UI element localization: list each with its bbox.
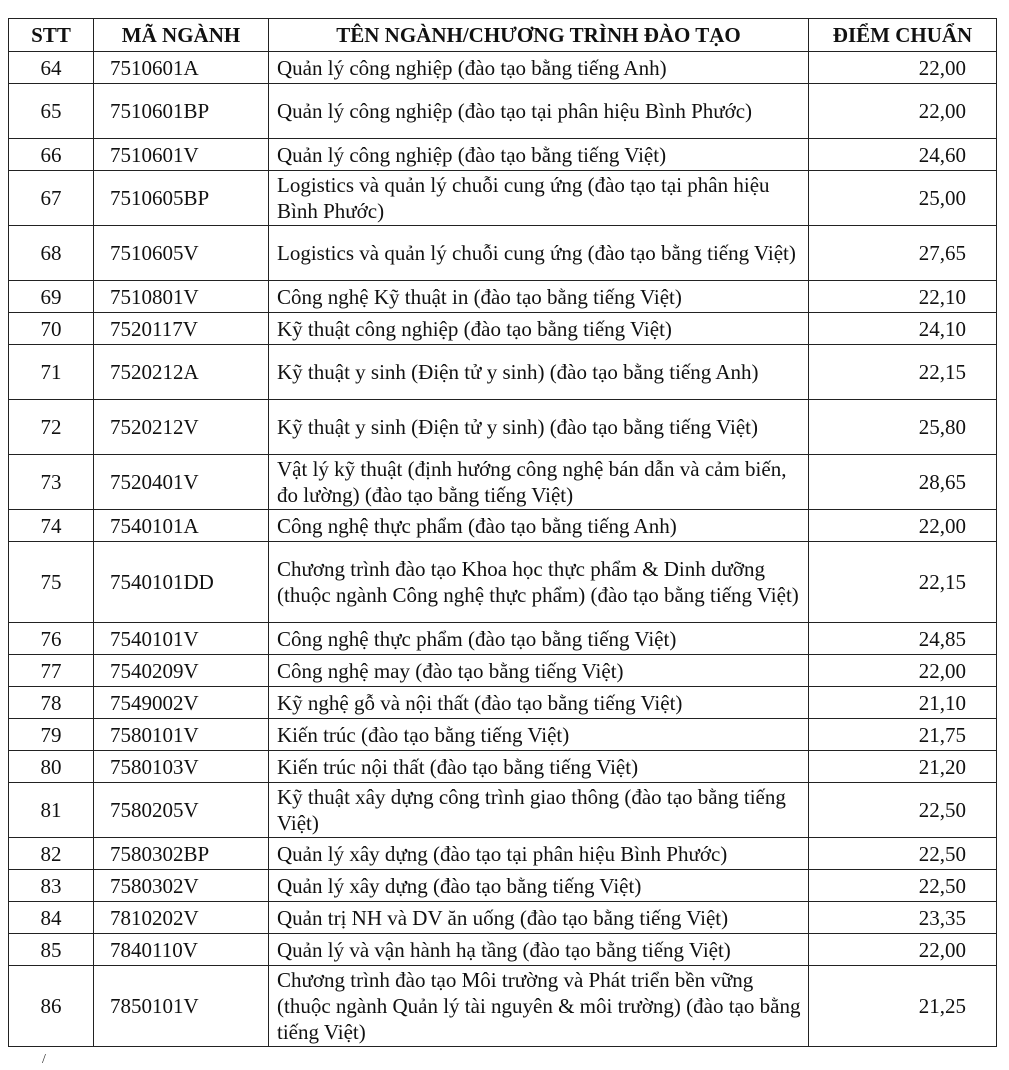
row-code: 7540209V <box>94 655 269 687</box>
row-code: 7840110V <box>94 934 269 966</box>
row-stt: 67 <box>9 171 94 226</box>
table-row <box>9 510 997 542</box>
row-code: 7510605V <box>94 226 269 281</box>
table-row <box>9 719 997 751</box>
row-stt: 79 <box>9 719 94 751</box>
row-score: 21,10 <box>809 687 997 719</box>
table-row <box>9 139 997 171</box>
header-stt: STT <box>9 19 94 52</box>
header-name: TÊN NGÀNH/CHƯƠNG TRÌNH ĐÀO TẠO <box>269 19 809 52</box>
table-row <box>9 870 997 902</box>
table-row <box>9 783 997 838</box>
row-stt: 78 <box>9 687 94 719</box>
row-stt: 77 <box>9 655 94 687</box>
table-row <box>9 281 997 313</box>
row-score: 22,15 <box>809 542 997 623</box>
row-score: 22,50 <box>809 870 997 902</box>
row-name: Kiến trúc (đào tạo bằng tiếng Việt) <box>269 719 809 751</box>
row-name: Kỹ thuật xây dựng công trình giao thông (đào tạo bằng tiếng Việt) <box>269 783 809 838</box>
row-stt: 83 <box>9 870 94 902</box>
row-code: 7580302BP <box>94 838 269 870</box>
row-code: 7510801V <box>94 281 269 313</box>
row-score: 22,00 <box>809 52 997 84</box>
row-score: 25,80 <box>809 400 997 455</box>
row-stt: 72 <box>9 400 94 455</box>
row-code: 7540101A <box>94 510 269 542</box>
row-score: 22,50 <box>809 783 997 838</box>
row-score: 22,50 <box>809 838 997 870</box>
row-name: Logistics và quản lý chuỗi cung ứng (đào tạo tại phân hiệu Bình Phước) <box>269 171 809 226</box>
row-code: 7580103V <box>94 751 269 783</box>
row-code: 7520117V <box>94 313 269 345</box>
row-name: Công nghệ Kỹ thuật in (đào tạo bằng tiếng Việt) <box>269 281 809 313</box>
row-score: 22,00 <box>809 510 997 542</box>
row-name: Chương trình đào tạo Môi trường và Phát triển bền vững (thuộc ngành Quản lý tài nguyên & môi trường) (đào tạo bằng tiếng Việt) <box>269 966 809 1047</box>
table-header-row <box>9 19 997 52</box>
table-row <box>9 52 997 84</box>
row-code: 7520401V <box>94 455 269 510</box>
row-score: 22,15 <box>809 345 997 400</box>
row-score: 22,00 <box>809 84 997 139</box>
row-stt: 81 <box>9 783 94 838</box>
row-code: 7510605BP <box>94 171 269 226</box>
admission-score-table <box>8 18 997 1047</box>
row-stt: 80 <box>9 751 94 783</box>
row-stt: 74 <box>9 510 94 542</box>
row-score: 25,00 <box>809 171 997 226</box>
row-score: 21,75 <box>809 719 997 751</box>
row-name: Quản lý xây dựng (đào tạo tại phân hiệu Bình Phước) <box>269 838 809 870</box>
row-stt: 86 <box>9 966 94 1047</box>
row-code: 7520212V <box>94 400 269 455</box>
row-score: 28,65 <box>809 455 997 510</box>
row-name: Kỹ nghệ gỗ và nội thất (đào tạo bằng tiếng Việt) <box>269 687 809 719</box>
row-score: 24,10 <box>809 313 997 345</box>
table-row <box>9 455 997 510</box>
row-name: Quản lý xây dựng (đào tạo bằng tiếng Việt) <box>269 870 809 902</box>
table-row <box>9 966 997 1047</box>
row-stt: 82 <box>9 838 94 870</box>
row-score: 27,65 <box>809 226 997 281</box>
row-code: 7540101DD <box>94 542 269 623</box>
row-code: 7580205V <box>94 783 269 838</box>
row-code: 7540101V <box>94 623 269 655</box>
table-row <box>9 171 997 226</box>
header-code: MÃ NGÀNH <box>94 19 269 52</box>
row-name: Công nghệ thực phẩm (đào tạo bằng tiếng Việt) <box>269 623 809 655</box>
row-name: Kỹ thuật công nghiệp (đào tạo bằng tiếng Việt) <box>269 313 809 345</box>
table-row <box>9 345 997 400</box>
row-stt: 85 <box>9 934 94 966</box>
row-stt: 73 <box>9 455 94 510</box>
row-score: 24,85 <box>809 623 997 655</box>
row-score: 21,25 <box>809 966 997 1047</box>
row-name: Kỹ thuật y sinh (Điện tử y sinh) (đào tạo bằng tiếng Việt) <box>269 400 809 455</box>
row-name: Quản trị NH và DV ăn uống (đào tạo bằng tiếng Việt) <box>269 902 809 934</box>
row-name: Quản lý và vận hành hạ tầng (đào tạo bằng tiếng Việt) <box>269 934 809 966</box>
table-row <box>9 542 997 623</box>
row-name: Vật lý kỹ thuật (định hướng công nghệ bán dẫn và cảm biến, đo lường) (đào tạo bằng tiếng Việt) <box>269 455 809 510</box>
row-stt: 66 <box>9 139 94 171</box>
row-stt: 71 <box>9 345 94 400</box>
row-name: Logistics và quản lý chuỗi cung ứng (đào tạo bằng tiếng Việt) <box>269 226 809 281</box>
row-name: Quản lý công nghiệp (đào tạo bằng tiếng Anh) <box>269 52 809 84</box>
row-code: 7580302V <box>94 870 269 902</box>
footer-mark: / <box>42 1052 46 1067</box>
row-code: 7850101V <box>94 966 269 1047</box>
row-score: 22,00 <box>809 934 997 966</box>
table-row <box>9 751 997 783</box>
table-row <box>9 84 997 139</box>
row-score: 23,35 <box>809 902 997 934</box>
row-code: 7549002V <box>94 687 269 719</box>
table-row <box>9 313 997 345</box>
row-code: 7510601V <box>94 139 269 171</box>
row-name: Quản lý công nghiệp (đào tạo bằng tiếng Việt) <box>269 139 809 171</box>
row-code: 7810202V <box>94 902 269 934</box>
row-stt: 69 <box>9 281 94 313</box>
row-code: 7510601A <box>94 52 269 84</box>
row-score: 22,00 <box>809 655 997 687</box>
table-row <box>9 902 997 934</box>
row-name: Chương trình đào tạo Khoa học thực phẩm & Dinh dưỡng (thuộc ngành Công nghệ thực phẩm) (đào tạo bằng tiếng Việt) <box>269 542 809 623</box>
table-row <box>9 623 997 655</box>
row-score: 22,10 <box>809 281 997 313</box>
row-score: 21,20 <box>809 751 997 783</box>
row-stt: 84 <box>9 902 94 934</box>
row-name: Kỹ thuật y sinh (Điện tử y sinh) (đào tạo bằng tiếng Anh) <box>269 345 809 400</box>
table-row <box>9 400 997 455</box>
row-name: Công nghệ may (đào tạo bằng tiếng Việt) <box>269 655 809 687</box>
row-stt: 76 <box>9 623 94 655</box>
table-row <box>9 838 997 870</box>
table-row <box>9 934 997 966</box>
row-name: Quản lý công nghiệp (đào tạo tại phân hiệu Bình Phước) <box>269 84 809 139</box>
row-stt: 70 <box>9 313 94 345</box>
row-stt: 75 <box>9 542 94 623</box>
row-code: 7510601BP <box>94 84 269 139</box>
table-row <box>9 655 997 687</box>
row-name: Kiến trúc nội thất (đào tạo bằng tiếng Việt) <box>269 751 809 783</box>
row-code: 7580101V <box>94 719 269 751</box>
header-score: ĐIỂM CHUẨN <box>809 19 997 52</box>
table-row <box>9 226 997 281</box>
row-name: Công nghệ thực phẩm (đào tạo bằng tiếng Anh) <box>269 510 809 542</box>
row-stt: 65 <box>9 84 94 139</box>
row-stt: 68 <box>9 226 94 281</box>
row-code: 7520212A <box>94 345 269 400</box>
row-score: 24,60 <box>809 139 997 171</box>
row-stt: 64 <box>9 52 94 84</box>
table-row <box>9 687 997 719</box>
